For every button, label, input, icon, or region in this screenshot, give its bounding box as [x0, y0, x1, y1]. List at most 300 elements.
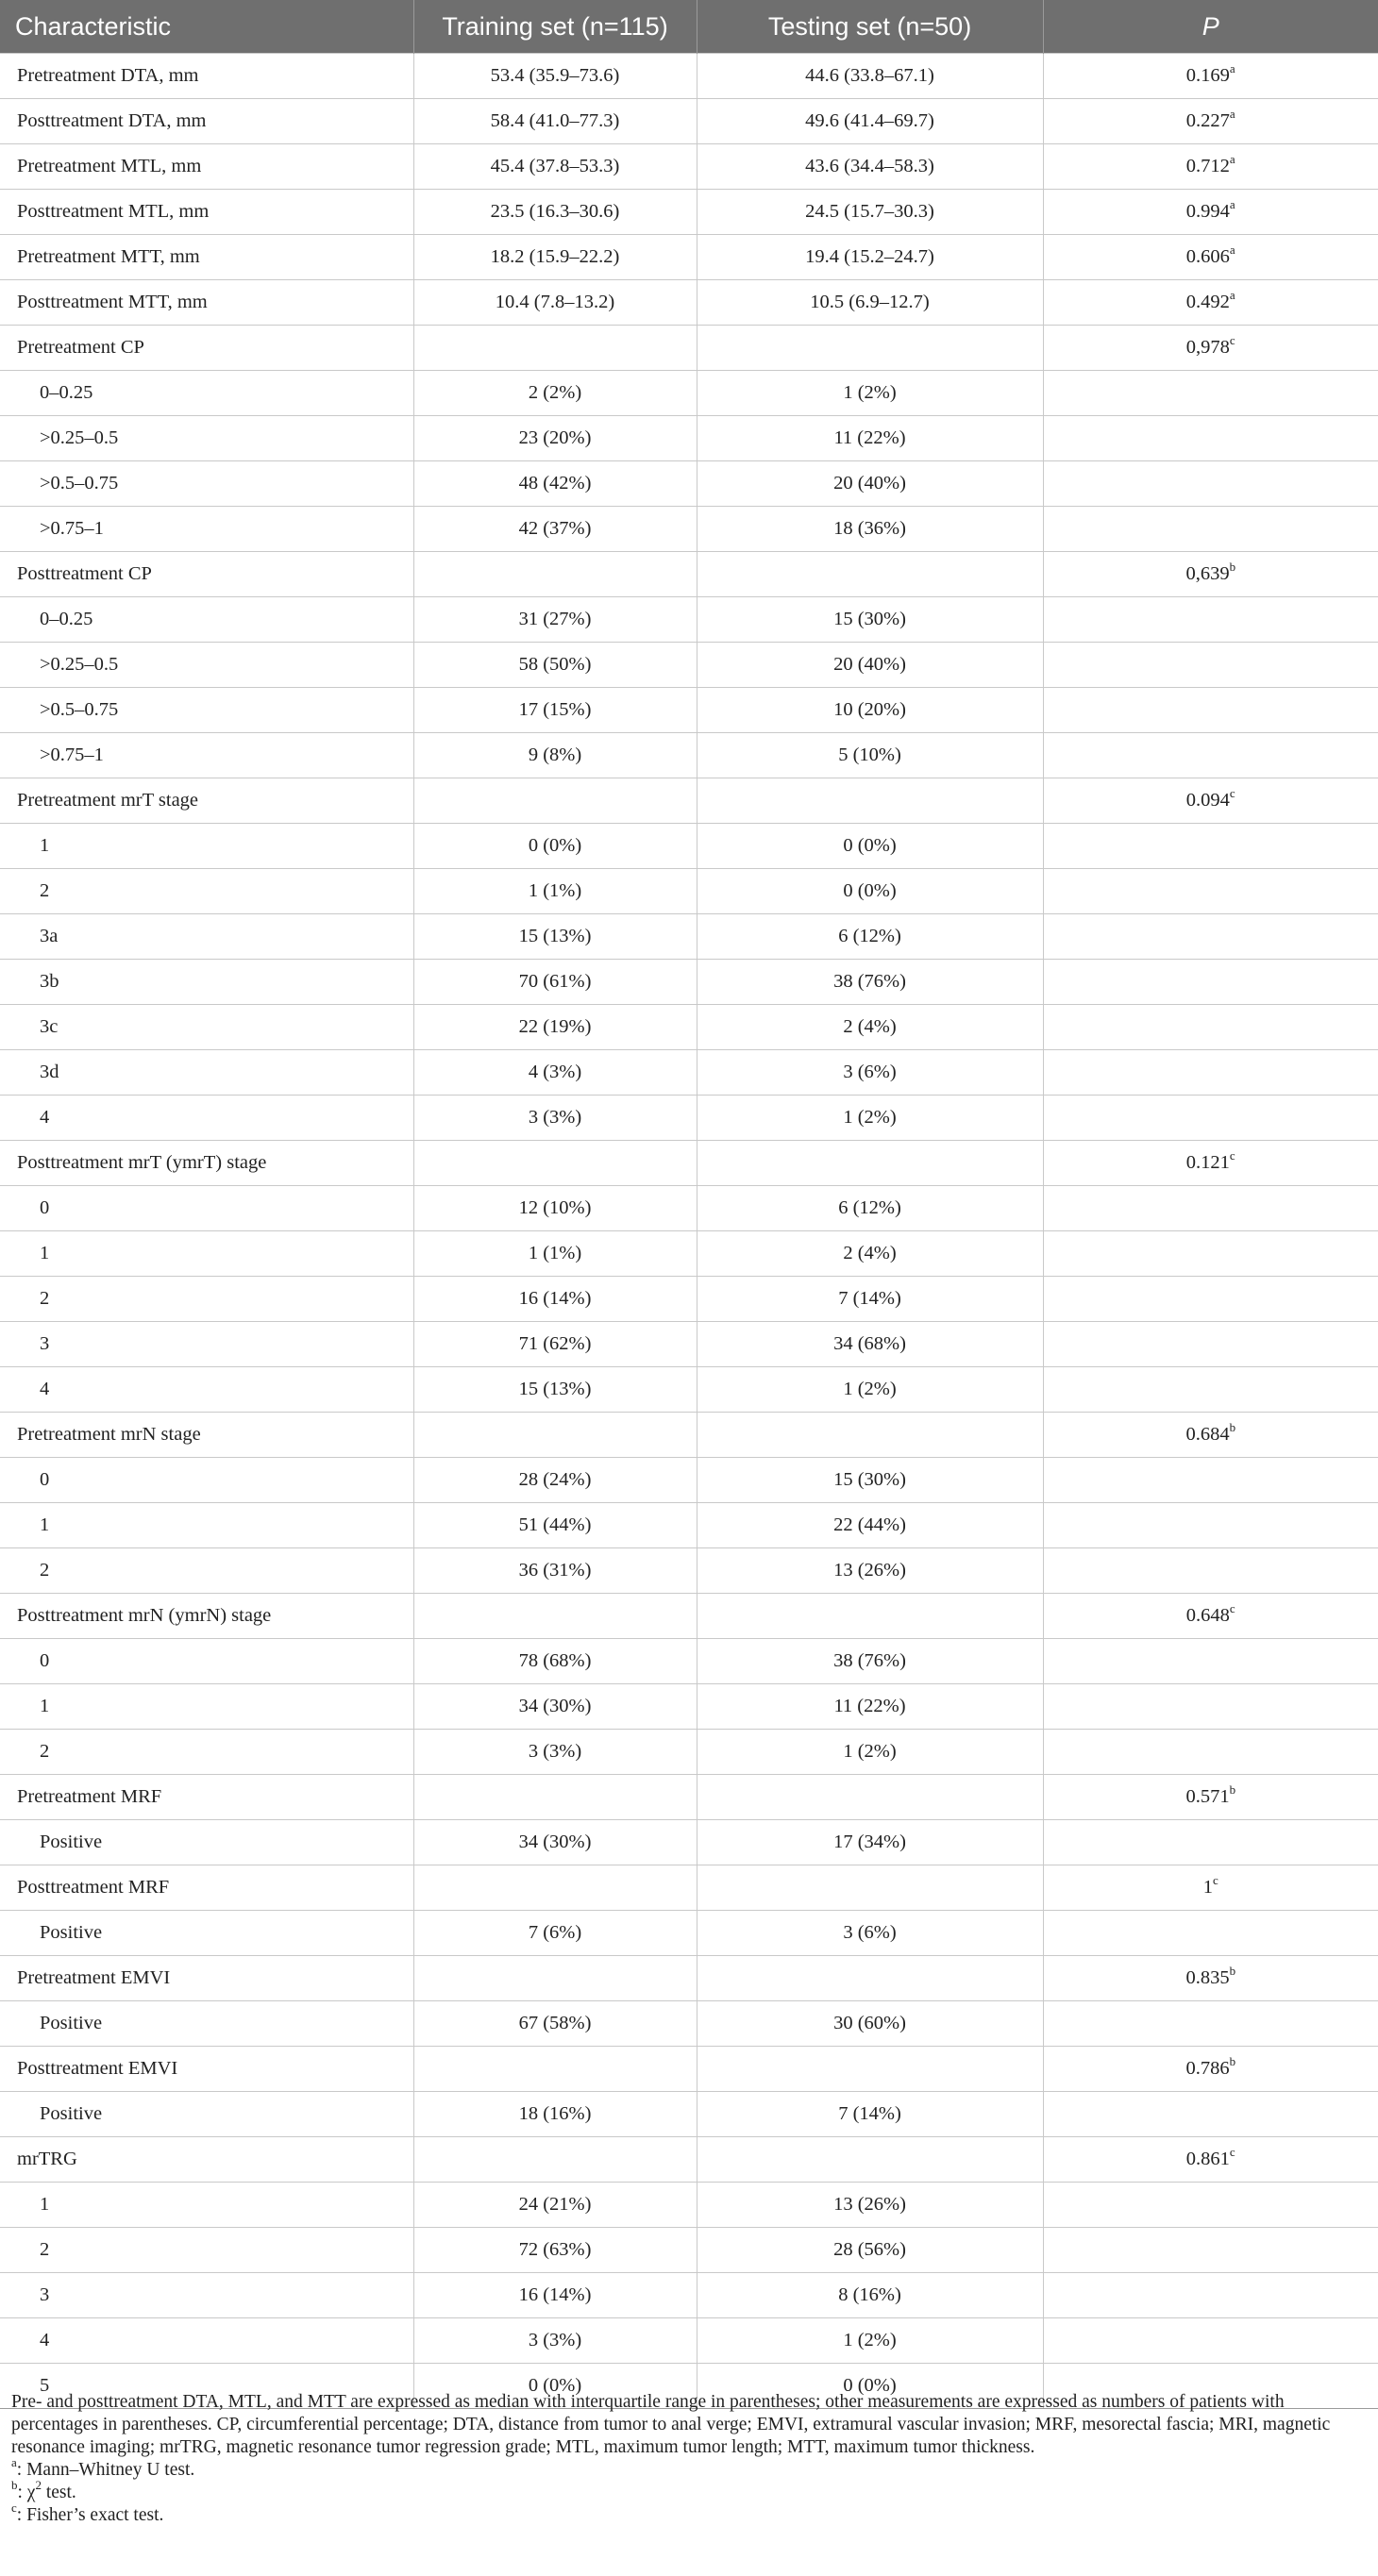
table-subrow	[0, 688, 1378, 733]
footnote-b	[11, 2478, 1355, 2504]
footnote-a-text: : Mann–Whitney U test.	[16, 2460, 195, 2480]
cell-training	[413, 1865, 697, 1911]
table-subrow	[0, 2092, 1378, 2137]
cell-testing: 0 (0%)	[697, 869, 1043, 914]
table-subrow	[0, 416, 1378, 461]
cell-characteristic: 2	[0, 2228, 413, 2273]
p-value-footnote-mark: b	[1229, 2054, 1236, 2068]
cell-p-value	[1043, 2273, 1378, 2318]
footnote-abbreviations: Pre- and posttreatment DTA, MTL, and MTT are expressed as median with interquartile range in parentheses; other measurements are expressed as numbers of patients with percentages in parentheses. CP, circumferential percentage; DTA, distance from tumor to anal verge; EMVI, extramural vascular invasion; MRF, mesorectal fascia; MRI, magnetic resonance imaging; mrTRG, magnetic resonance tumor regression grade; MTL, maximum tumor length; MTT, maximum tumor thickness.	[11, 2392, 1331, 2457]
cell-testing: 2 (4%)	[697, 1231, 1043, 1277]
p-value: 0.994	[1185, 201, 1230, 222]
p-value-footnote-mark: b	[1229, 560, 1236, 574]
p-value-footnote-mark: a	[1229, 288, 1235, 302]
header-testing-set: Testing set (n=50)	[697, 0, 1043, 54]
footnote-b-mark: b	[11, 2478, 18, 2492]
cell-training: 58.4 (41.0–77.3)	[413, 99, 697, 144]
cell-characteristic: Pretreatment mrT stage	[0, 778, 413, 824]
cell-training: 15 (13%)	[413, 1367, 697, 1413]
p-value: 0.227	[1185, 110, 1230, 131]
cell-characteristic: Pretreatment MRF	[0, 1775, 413, 1820]
cell-characteristic: Posttreatment mrN (ymrN) stage	[0, 1594, 413, 1639]
p-value-footnote-mark: c	[1229, 786, 1235, 800]
cell-p-value	[1043, 416, 1378, 461]
cell-characteristic: Pretreatment DTA, mm	[0, 54, 413, 99]
cell-testing: 20 (40%)	[697, 461, 1043, 507]
table-row	[0, 326, 1378, 371]
cell-p-value	[1043, 1231, 1378, 1277]
cell-p-value	[1043, 280, 1378, 326]
cell-testing: 28 (56%)	[697, 2228, 1043, 2273]
cell-training	[413, 552, 697, 597]
cell-characteristic: 3	[0, 2273, 413, 2318]
cell-training: 0 (0%)	[413, 824, 697, 869]
cell-p-value	[1043, 2183, 1378, 2228]
cell-p-value	[1043, 1458, 1378, 1503]
cell-p-value	[1043, 2047, 1378, 2092]
cell-training: 10.4 (7.8–13.2)	[413, 280, 697, 326]
cell-characteristic: 1	[0, 1684, 413, 1730]
p-value: 0.571	[1185, 1786, 1230, 1807]
cell-testing: 3 (6%)	[697, 1911, 1043, 1956]
cell-testing: 13 (26%)	[697, 2183, 1043, 2228]
table-subrow	[0, 1639, 1378, 1684]
cell-testing: 2 (4%)	[697, 1005, 1043, 1050]
cell-characteristic: Posttreatment MTT, mm	[0, 280, 413, 326]
table-body	[0, 54, 1378, 2409]
cell-characteristic: 3d	[0, 1050, 413, 1096]
cell-training: 2 (2%)	[413, 371, 697, 416]
table-subrow	[0, 1322, 1378, 1367]
footnote-c	[11, 2501, 1355, 2527]
cell-testing	[697, 326, 1043, 371]
table-row	[0, 1956, 1378, 2001]
cell-characteristic: Pretreatment MTL, mm	[0, 144, 413, 190]
cell-training: 16 (14%)	[413, 2273, 697, 2318]
cell-testing: 38 (76%)	[697, 1639, 1043, 1684]
cell-characteristic: Positive	[0, 1911, 413, 1956]
cell-p-value	[1043, 1005, 1378, 1050]
cell-training	[413, 326, 697, 371]
cell-p-value	[1043, 1639, 1378, 1684]
p-value: 0.786	[1185, 2058, 1230, 2079]
cell-testing: 7 (14%)	[697, 2092, 1043, 2137]
p-value: 0,639	[1185, 563, 1230, 584]
p-value: 0.492	[1185, 292, 1230, 312]
table-row	[0, 280, 1378, 326]
footnote-a-mark: a	[11, 2455, 17, 2469]
table-subrow	[0, 824, 1378, 869]
cell-testing: 6 (12%)	[697, 1186, 1043, 1231]
cell-testing: 15 (30%)	[697, 1458, 1043, 1503]
cell-characteristic: mrTRG	[0, 2137, 413, 2183]
cell-p-value	[1043, 960, 1378, 1005]
cell-training: 58 (50%)	[413, 643, 697, 688]
cell-p-value	[1043, 688, 1378, 733]
cell-training: 70 (61%)	[413, 960, 697, 1005]
cell-characteristic: Posttreatment EMVI	[0, 2047, 413, 2092]
cell-testing: 1 (2%)	[697, 1730, 1043, 1775]
cell-training: 17 (15%)	[413, 688, 697, 733]
cell-testing: 17 (34%)	[697, 1820, 1043, 1865]
p-value-footnote-mark: a	[1229, 243, 1235, 257]
cell-p-value	[1043, 99, 1378, 144]
table-row	[0, 235, 1378, 280]
p-value-footnote-mark: b	[1229, 1420, 1236, 1434]
cell-testing: 10.5 (6.9–12.7)	[697, 280, 1043, 326]
cell-training	[413, 1141, 697, 1186]
cell-training: 53.4 (35.9–73.6)	[413, 54, 697, 99]
cell-training	[413, 2047, 697, 2092]
cell-training	[413, 2137, 697, 2183]
cell-characteristic: Posttreatment MTL, mm	[0, 190, 413, 235]
p-value-footnote-mark: c	[1212, 1873, 1218, 1887]
cell-characteristic: 1	[0, 1231, 413, 1277]
cell-testing: 30 (60%)	[697, 2001, 1043, 2047]
cell-training: 31 (27%)	[413, 597, 697, 643]
cell-testing: 24.5 (15.7–30.3)	[697, 190, 1043, 235]
cell-p-value	[1043, 1956, 1378, 2001]
footnote-b-text-sup: 2	[35, 2478, 42, 2492]
cell-testing: 3 (6%)	[697, 1050, 1043, 1096]
cell-testing	[697, 1141, 1043, 1186]
cell-training: 12 (10%)	[413, 1186, 697, 1231]
cell-characteristic: Pretreatment CP	[0, 326, 413, 371]
cell-training: 3 (3%)	[413, 1096, 697, 1141]
table-subrow	[0, 461, 1378, 507]
cell-characteristic: 0	[0, 1458, 413, 1503]
cell-training: 72 (63%)	[413, 2228, 697, 2273]
cell-training: 1 (1%)	[413, 869, 697, 914]
cell-testing: 1 (2%)	[697, 2318, 1043, 2364]
table-subrow	[0, 597, 1378, 643]
cell-p-value	[1043, 2001, 1378, 2047]
cell-p-value	[1043, 1050, 1378, 1096]
cell-p-value	[1043, 1413, 1378, 1458]
cell-testing: 22 (44%)	[697, 1503, 1043, 1548]
cell-testing: 44.6 (33.8–67.1)	[697, 54, 1043, 99]
table-subrow	[0, 2228, 1378, 2273]
cell-characteristic: Positive	[0, 2001, 413, 2047]
header-characteristic: Characteristic	[0, 0, 413, 54]
cell-training: 48 (42%)	[413, 461, 697, 507]
p-value: 0.835	[1185, 1967, 1230, 1988]
table-subrow	[0, 1186, 1378, 1231]
footnote-c-text: : Fisher’s exact test.	[16, 2505, 164, 2525]
p-value-footnote-mark: b	[1229, 1964, 1236, 1978]
cell-testing: 1 (2%)	[697, 1096, 1043, 1141]
cell-p-value	[1043, 1730, 1378, 1775]
p-value-footnote-mark: c	[1229, 1148, 1235, 1163]
cell-characteristic: >0.75–1	[0, 733, 413, 778]
cell-characteristic: 2	[0, 1730, 413, 1775]
table-row	[0, 190, 1378, 235]
table-subrow	[0, 2001, 1378, 2047]
cell-training: 51 (44%)	[413, 1503, 697, 1548]
table-subrow	[0, 733, 1378, 778]
cell-characteristic: Posttreatment mrT (ymrT) stage	[0, 1141, 413, 1186]
cell-training: 23 (20%)	[413, 416, 697, 461]
cell-training: 0 (0%)	[413, 2364, 697, 2409]
cell-testing	[697, 1865, 1043, 1911]
table-subrow	[0, 914, 1378, 960]
cell-characteristic: 0	[0, 1186, 413, 1231]
cell-testing: 20 (40%)	[697, 643, 1043, 688]
table-header-row	[0, 0, 1378, 54]
cell-p-value	[1043, 1548, 1378, 1594]
cell-training: 16 (14%)	[413, 1277, 697, 1322]
cell-testing: 43.6 (34.4–58.3)	[697, 144, 1043, 190]
cell-testing: 38 (76%)	[697, 960, 1043, 1005]
cell-characteristic: 2	[0, 869, 413, 914]
cell-p-value	[1043, 643, 1378, 688]
cell-characteristic: 4	[0, 2318, 413, 2364]
cell-p-value	[1043, 869, 1378, 914]
cell-testing	[697, 1594, 1043, 1639]
cell-characteristic: 3a	[0, 914, 413, 960]
cell-testing	[697, 2137, 1043, 2183]
cell-training: 18.2 (15.9–22.2)	[413, 235, 697, 280]
cell-testing: 1 (2%)	[697, 1367, 1043, 1413]
cell-characteristic: Posttreatment MRF	[0, 1865, 413, 1911]
cell-testing: 18 (36%)	[697, 507, 1043, 552]
table-subrow	[0, 1730, 1378, 1775]
cell-characteristic: Positive	[0, 1820, 413, 1865]
cell-training: 71 (62%)	[413, 1322, 697, 1367]
p-value-footnote-mark: a	[1229, 61, 1235, 75]
cell-p-value	[1043, 1186, 1378, 1231]
cell-characteristic: 3c	[0, 1005, 413, 1050]
table-subrow	[0, 1277, 1378, 1322]
table-footnotes	[0, 2382, 1367, 2527]
cell-training: 1 (1%)	[413, 1231, 697, 1277]
cell-training: 78 (68%)	[413, 1639, 697, 1684]
cell-testing: 0 (0%)	[697, 824, 1043, 869]
p-value: 0.684	[1185, 1424, 1230, 1445]
cell-testing	[697, 1413, 1043, 1458]
cell-testing	[697, 552, 1043, 597]
cell-characteristic: 0–0.25	[0, 597, 413, 643]
footnote-a	[11, 2455, 1355, 2482]
table-row	[0, 99, 1378, 144]
p-value: 0.094	[1185, 790, 1230, 811]
cell-training: 34 (30%)	[413, 1820, 697, 1865]
cell-training	[413, 1413, 697, 1458]
cell-training: 3 (3%)	[413, 1730, 697, 1775]
table-row	[0, 2137, 1378, 2183]
cell-p-value	[1043, 552, 1378, 597]
cell-testing: 10 (20%)	[697, 688, 1043, 733]
cell-testing	[697, 1775, 1043, 1820]
cell-p-value	[1043, 190, 1378, 235]
cell-characteristic: >0.25–0.5	[0, 416, 413, 461]
cell-characteristic: 2	[0, 1277, 413, 1322]
cell-testing	[697, 2047, 1043, 2092]
cell-training: 9 (8%)	[413, 733, 697, 778]
cell-training	[413, 1956, 697, 2001]
cell-characteristic: >0.25–0.5	[0, 643, 413, 688]
cell-p-value	[1043, 1865, 1378, 1911]
footnote-b-text-post: test.	[41, 2483, 76, 2502]
cell-p-value	[1043, 1820, 1378, 1865]
table-row	[0, 552, 1378, 597]
p-value: 0.121	[1185, 1152, 1230, 1173]
cell-p-value	[1043, 1277, 1378, 1322]
cell-characteristic: Pretreatment mrN stage	[0, 1413, 413, 1458]
table-subrow	[0, 1503, 1378, 1548]
cell-p-value	[1043, 1911, 1378, 1956]
cell-testing: 11 (22%)	[697, 1684, 1043, 1730]
cell-training: 45.4 (37.8–53.3)	[413, 144, 697, 190]
table-row	[0, 778, 1378, 824]
table-subrow	[0, 869, 1378, 914]
cell-p-value	[1043, 2092, 1378, 2137]
cell-training: 22 (19%)	[413, 1005, 697, 1050]
cell-testing: 6 (12%)	[697, 914, 1043, 960]
cell-p-value	[1043, 1141, 1378, 1186]
cell-testing: 15 (30%)	[697, 597, 1043, 643]
p-value: 1	[1202, 1877, 1213, 1898]
p-value-footnote-mark: a	[1229, 152, 1235, 166]
cell-testing: 1 (2%)	[697, 371, 1043, 416]
footnote-c-mark: c	[11, 2501, 17, 2515]
table-row	[0, 1413, 1378, 1458]
cell-p-value	[1043, 778, 1378, 824]
cell-p-value	[1043, 144, 1378, 190]
cell-characteristic: 5	[0, 2364, 413, 2409]
table-row	[0, 54, 1378, 99]
cell-characteristic: 3b	[0, 960, 413, 1005]
cell-characteristic: Pretreatment MTT, mm	[0, 235, 413, 280]
table-subrow	[0, 1096, 1378, 1141]
table-subrow	[0, 1684, 1378, 1730]
table-subrow	[0, 1911, 1378, 1956]
cell-p-value	[1043, 733, 1378, 778]
table-subrow	[0, 1548, 1378, 1594]
table-row	[0, 1865, 1378, 1911]
cell-characteristic: 4	[0, 1367, 413, 1413]
cell-p-value	[1043, 824, 1378, 869]
cell-characteristic: 1	[0, 2183, 413, 2228]
cell-p-value	[1043, 1775, 1378, 1820]
cell-training	[413, 1775, 697, 1820]
p-value-footnote-mark: c	[1229, 1601, 1235, 1615]
table-row	[0, 144, 1378, 190]
cell-testing: 5 (10%)	[697, 733, 1043, 778]
cell-training: 34 (30%)	[413, 1684, 697, 1730]
table-subrow	[0, 2318, 1378, 2364]
cell-p-value	[1043, 914, 1378, 960]
cell-characteristic: >0.5–0.75	[0, 688, 413, 733]
table-subrow	[0, 1458, 1378, 1503]
cell-testing: 8 (16%)	[697, 2273, 1043, 2318]
cell-p-value	[1043, 1594, 1378, 1639]
cell-p-value	[1043, 1096, 1378, 1141]
cell-testing	[697, 1956, 1043, 2001]
cell-characteristic: 1	[0, 1503, 413, 1548]
table-subrow	[0, 507, 1378, 552]
p-value-footnote-mark: b	[1229, 1782, 1236, 1797]
cell-characteristic: Positive	[0, 2092, 413, 2137]
cell-training: 4 (3%)	[413, 1050, 697, 1096]
p-value: 0.861	[1185, 2149, 1230, 2169]
cell-p-value	[1043, 2137, 1378, 2183]
p-value: 0.712	[1185, 156, 1230, 176]
p-value-footnote-mark: c	[1229, 333, 1235, 347]
cell-characteristic: 1	[0, 824, 413, 869]
cell-training: 36 (31%)	[413, 1548, 697, 1594]
cell-p-value	[1043, 2228, 1378, 2273]
cell-p-value	[1043, 1503, 1378, 1548]
cell-p-value	[1043, 235, 1378, 280]
cell-p-value	[1043, 597, 1378, 643]
cell-training	[413, 778, 697, 824]
cell-characteristic: Posttreatment DTA, mm	[0, 99, 413, 144]
cell-p-value	[1043, 461, 1378, 507]
cell-characteristic: 3	[0, 1322, 413, 1367]
table-subrow	[0, 2273, 1378, 2318]
cell-testing: 19.4 (15.2–24.7)	[697, 235, 1043, 280]
cell-testing: 34 (68%)	[697, 1322, 1043, 1367]
cell-testing: 11 (22%)	[697, 416, 1043, 461]
cell-testing: 7 (14%)	[697, 1277, 1043, 1322]
cell-p-value	[1043, 371, 1378, 416]
footnote-b-text-pre: : χ	[17, 2483, 36, 2502]
table-row	[0, 1141, 1378, 1186]
cell-characteristic: 2	[0, 1548, 413, 1594]
p-value: 0,978	[1185, 337, 1230, 358]
cell-characteristic: 0–0.25	[0, 371, 413, 416]
cell-characteristic: >0.5–0.75	[0, 461, 413, 507]
cell-training	[413, 1594, 697, 1639]
table-subrow	[0, 960, 1378, 1005]
table-subrow	[0, 371, 1378, 416]
p-value: 0.169	[1185, 65, 1230, 86]
table-row	[0, 2047, 1378, 2092]
cell-testing: 13 (26%)	[697, 1548, 1043, 1594]
cell-characteristic: 4	[0, 1096, 413, 1141]
cell-training: 3 (3%)	[413, 2318, 697, 2364]
cell-p-value	[1043, 1322, 1378, 1367]
cell-p-value	[1043, 326, 1378, 371]
cell-p-value	[1043, 1684, 1378, 1730]
cell-p-value	[1043, 507, 1378, 552]
cell-training: 67 (58%)	[413, 2001, 697, 2047]
cell-testing: 49.6 (41.4–69.7)	[697, 99, 1043, 144]
cell-characteristic: 0	[0, 1639, 413, 1684]
table-row	[0, 1775, 1378, 1820]
cell-characteristic: Posttreatment CP	[0, 552, 413, 597]
cell-p-value	[1043, 1367, 1378, 1413]
table-subrow	[0, 1005, 1378, 1050]
cell-training: 18 (16%)	[413, 2092, 697, 2137]
cell-characteristic: >0.75–1	[0, 507, 413, 552]
table-subrow	[0, 2183, 1378, 2228]
cell-training: 24 (21%)	[413, 2183, 697, 2228]
cell-testing: 0 (0%)	[697, 2364, 1043, 2409]
table-subrow	[0, 1367, 1378, 1413]
p-value-footnote-mark: c	[1229, 2145, 1235, 2159]
cell-training: 23.5 (16.3–30.6)	[413, 190, 697, 235]
table-subrow	[0, 1050, 1378, 1096]
cell-training: 15 (13%)	[413, 914, 697, 960]
cell-training: 42 (37%)	[413, 507, 697, 552]
cell-p-value	[1043, 2318, 1378, 2364]
table-subrow	[0, 1820, 1378, 1865]
cell-p-value	[1043, 54, 1378, 99]
cell-characteristic: Pretreatment EMVI	[0, 1956, 413, 2001]
p-value: 0.606	[1185, 246, 1230, 267]
